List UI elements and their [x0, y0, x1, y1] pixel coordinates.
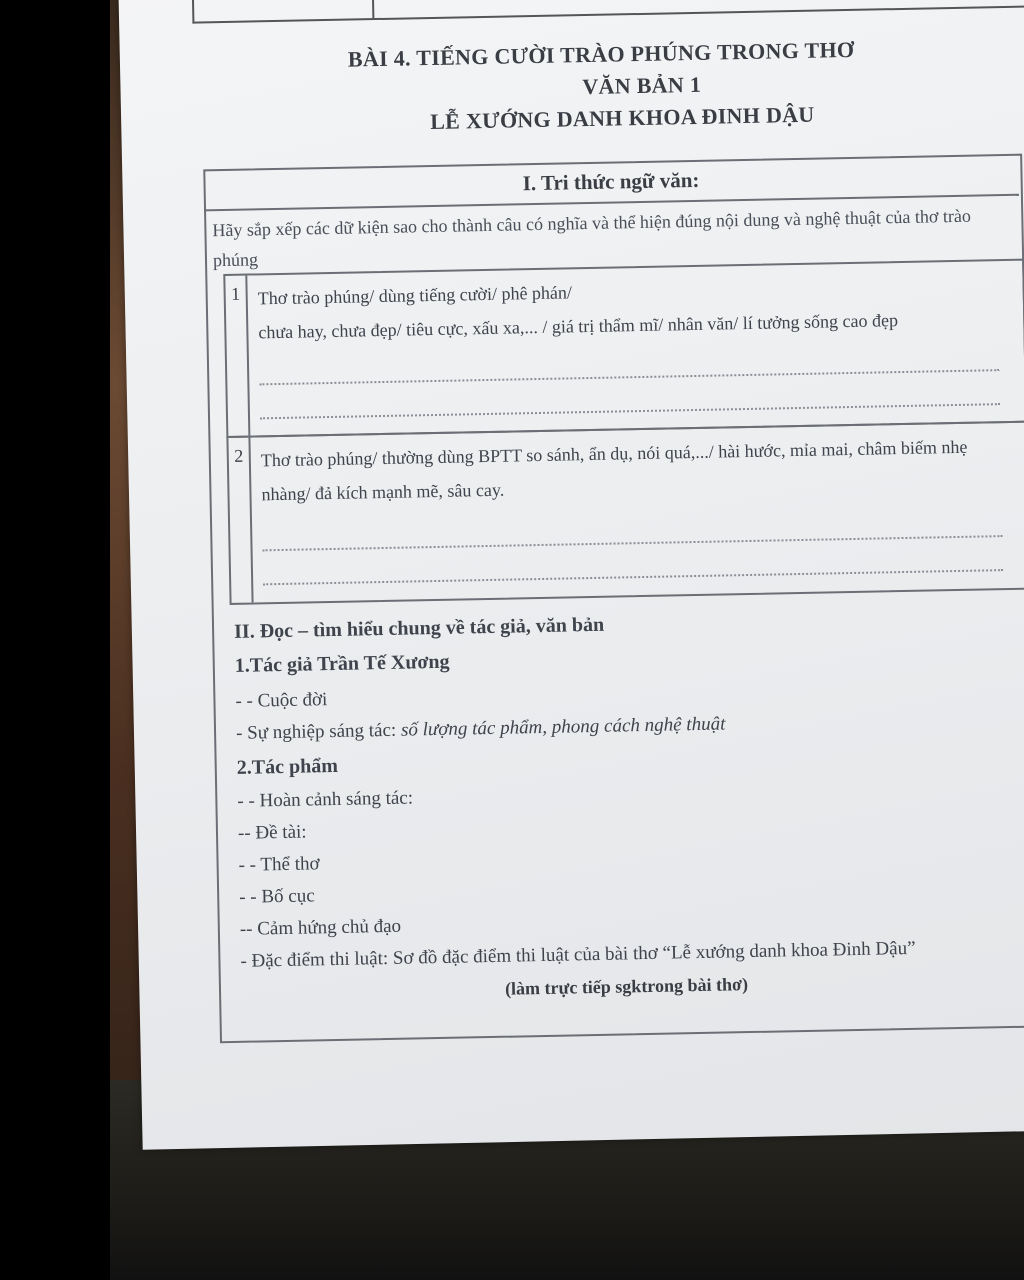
- career-detail: số lượng tác phẩm, phong cách nghệ thuật: [400, 713, 726, 741]
- career-label: - Sự nghiệp sáng tác:: [235, 719, 397, 744]
- section1-heading: I. Tri thức ngữ văn:: [203, 154, 1019, 212]
- lesson-title: BÀI 4. TIẾNG CƯỜI TRÀO PHÚNG TRONG THƠ: [347, 36, 855, 72]
- rules-note: (làm trực tiếp sgktrong bài thơ): [504, 974, 749, 999]
- work-context: - - Hoàn cảnh sáng tác:: [237, 787, 414, 812]
- text-number: VĂN BẢN 1: [582, 71, 702, 100]
- row-line-1: Thơ trào phúng/ thường dùng BPTT so sánh, ẩn dụ, nói quá,.../ hài hước, mỉa mai, châm biếm nhẹ: [260, 436, 968, 471]
- work-form: - - Thể thơ: [238, 853, 320, 876]
- answer-line[interactable]: [263, 569, 1003, 585]
- instruction-text: Hãy sắp xếp các dữ kiện sao cho thành câu có nghĩa và thể hiện đúng nội dung và nghệ thuật của thơ trào phúng: [212, 205, 972, 271]
- row-line-2: nhàng/ đả kích mạnh mẽ, sâu cay.: [261, 479, 505, 505]
- row-text: [257, 267, 1013, 349]
- row-number: 2: [228, 438, 253, 603]
- row-number: 1: [225, 276, 250, 436]
- poem-title: LỄ XƯỚNG DANH KHOA ĐINH DẬU: [429, 101, 815, 135]
- work-heading: 2.Tác phẩm: [236, 754, 339, 779]
- exercise-row-2: [226, 421, 1024, 605]
- row-line-2: chưa hay, chưa đẹp/ tiêu cực, xấu xa,... / giá trị thẩm mĩ/ nhân văn/ lí tưởng sống cao đẹp: [258, 310, 899, 343]
- worksheet-content: [170, 0, 1024, 1060]
- author-life: - - Cuộc đời: [235, 689, 328, 712]
- row-text: [261, 429, 1017, 511]
- answer-line[interactable]: [263, 535, 1003, 551]
- answer-line[interactable]: [259, 369, 999, 385]
- row-line-1: Thơ trào phúng/ dùng tiếng cười/ phê phán/: [257, 282, 573, 309]
- work-topic: -- Đề tài:: [237, 821, 307, 844]
- author-heading: 1.Tác giả Trần Tế Xương: [234, 650, 450, 677]
- work-emotion: -- Cảm hứng chủ đạo: [239, 915, 402, 940]
- section2-heading: II. Đọc – tìm hiểu chung về tác giả, văn bản: [233, 613, 605, 643]
- answer-line[interactable]: [260, 403, 1000, 419]
- exercise-row-1: [223, 259, 1024, 438]
- previous-table-edge: [192, 0, 1024, 24]
- work-rules: - Đặc điểm thi luật: Sơ đồ đặc điểm thi luật của bài thơ “Lễ xướng danh khoa Đinh Dậu”: [240, 937, 916, 972]
- work-layout: - - Bố cục: [239, 885, 315, 908]
